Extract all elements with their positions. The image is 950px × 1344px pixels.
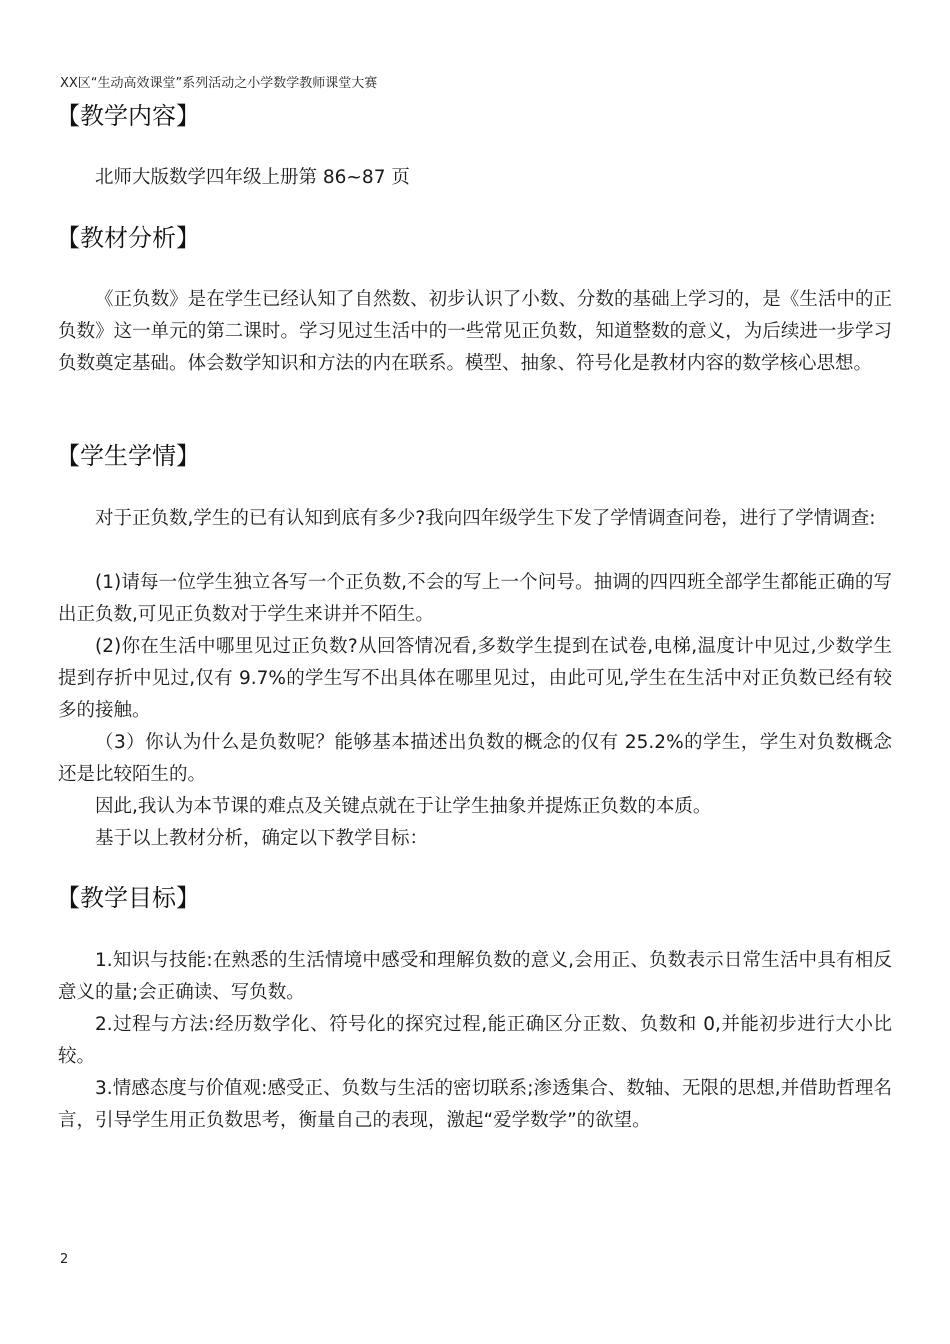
goals-paragraph: 1.知识与技能:在熟悉的生活情境中感受和理解负数的意义,会用正、负数表示日常生活中具有相反意义的量;会正确读、写负数。 [58,950,892,1003]
students-paragraph: (2)你在生活中哪里见过正负数?从回答情况看,多数学生提到在试卷,电梯,温度计中见过,少数学生提到存折中见过,仅有 9.7%的学生写不出具体在哪里见过，由此可见,学生在生活中对正负数已经有较多的接触。 [58,636,892,721]
goals-paragraph: 3.情感态度与价值观:感受正、负数与生活的密切联系;渗透集合、数轴、无限的思想,并借助哲理名言，引导学生用正负数思考，衡量自己的表现，激起“爱学数学”的欲望。 [58,1078,892,1131]
section-title-content: 【教学内容】 [56,102,200,130]
analysis-text: 《正负数》是在学生已经认知了自然数、初步认识了小数、分数的基础上学习的，是《生活中的正负数》这一单元的第二课时。学习见过生活中的一些常见正负数，知道整数的意义，为后续进一步学习负数奠定基础。体会数学知识和方法的内在联系。模型、抽象、符号化是教材内容的数学核心思想。 [58,289,892,374]
section-title-analysis: 【教材分析】 [56,224,200,252]
students-paragraph: 基于以上教材分析，确定以下教学目标： [95,828,429,849]
section-title-students: 【学生学情】 [56,442,200,470]
students-paragraph: （3）你认为什么是负数呢？能够基本描述出负数的概念的仅有 25.2%的学生，学生对负数概念还是比较陌生的。 [58,732,892,785]
header-note: XX区“生动高效课堂”系列活动之小学数学教师课堂大赛 [60,76,378,91]
page-number: 2 [60,1252,69,1267]
content-text: 北师大版数学四年级上册第 86~87 页 [95,167,410,188]
students-paragraph: (1)请每一位学生独立各写一个正负数,不会的写上一个问号。抽调的四四班全部学生都能正确的写出正负数,可见正负数对于学生来讲并不陌生。 [58,572,892,625]
goals-paragraph: 2.过程与方法:经历数学化、符号化的探究过程,能正确区分正数、负数和 0,并能初步进行大小比较。 [58,1014,892,1067]
students-paragraph: 对于正负数,学生的已有认知到底有多少?我向四年级学生下发了学情调查问卷，进行了学情调查: [95,508,876,529]
section-title-goals: 【教学目标】 [56,884,200,912]
students-paragraph: 因此,我认为本节课的难点及关键点就在于让学生抽象并提炼正负数的本质。 [95,796,712,817]
